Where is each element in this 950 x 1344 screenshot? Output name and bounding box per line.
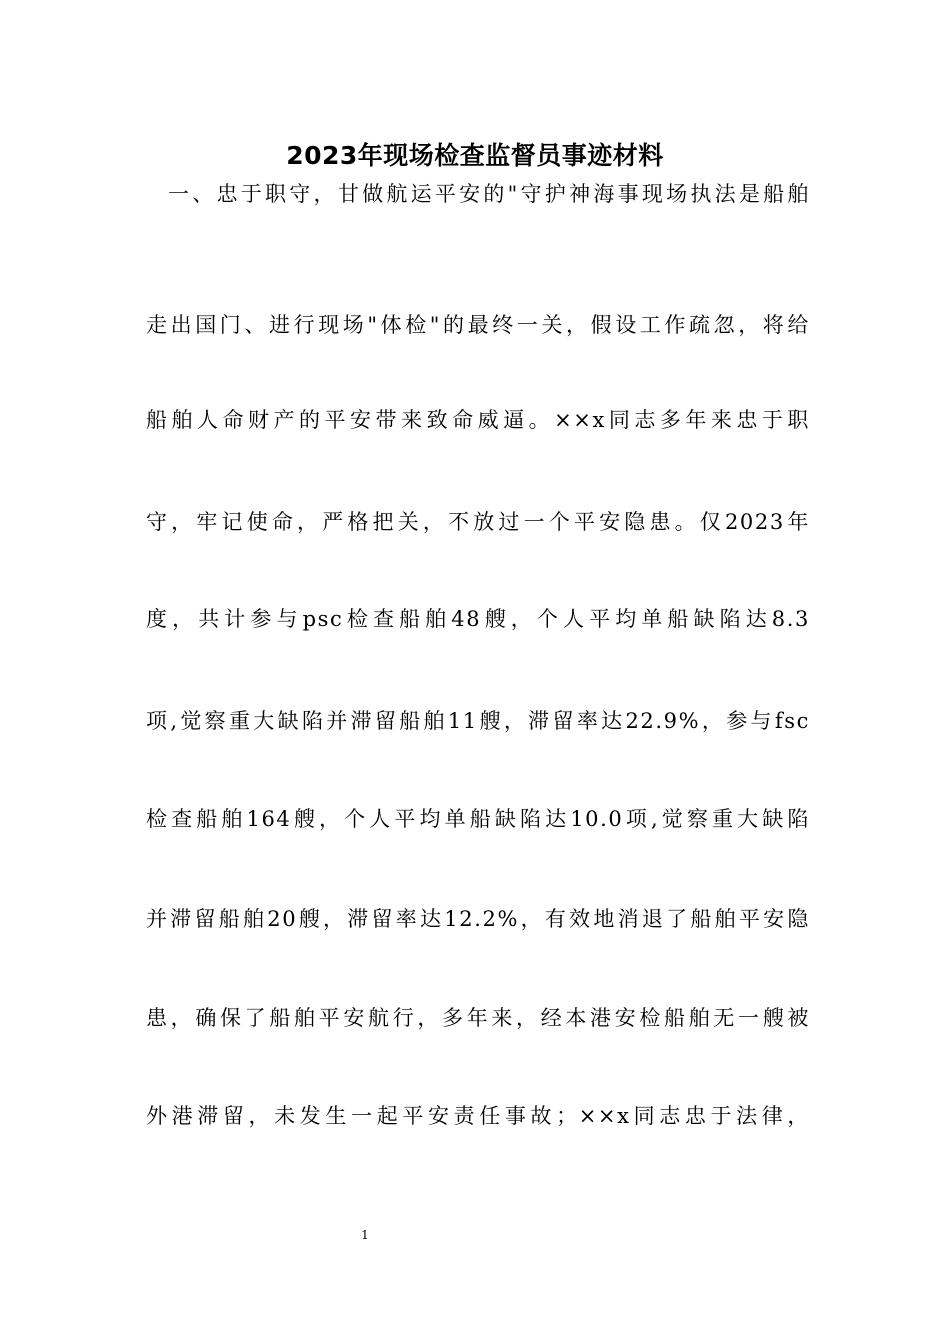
paragraph-line-3: 船舶人命财产的平安带来致命威逼。××x同志多年来忠于职 (146, 408, 810, 432)
paragraph-line-1: 一、忠于职守，甘做航运平安的"守护神海事现场执法是船舶 (168, 182, 810, 206)
paragraph-line-4: 守，牢记使命，严格把关，不放过一个平安隐患。仅2023年 (146, 510, 810, 534)
paragraph-line-5: 度，共计参与psc检查船舶48艘，个人平均单船缺陷达8.3 (146, 607, 810, 631)
document-title: 2023年现场检查监督员事迹材料 (286, 141, 664, 170)
paragraph-line-9: 患，确保了船舶平安航行，多年来，经本港安检船舶无一艘被 (146, 1006, 810, 1030)
paragraph-line-6: 项,觉察重大缺陷并滞留船舶11艘，滞留率达22.9%，参与fsc (146, 709, 810, 733)
paragraph-line-8: 并滞留船舶20艘，滞留率达12.2%，有效地消退了船舶平安隐 (146, 907, 810, 931)
paragraph-line-2: 走出国门、进行现场"体检"的最终一关，假设工作疏忽，将给 (146, 313, 810, 337)
page-number: 1 (361, 1228, 369, 1242)
paragraph-line-7: 检查船舶164艘，个人平均单船缺陷达10.0项,觉察重大缺陷 (146, 807, 810, 831)
paragraph-line-10: 外港滞留，未发生一起平安责任事故；××x同志忠于法律， (146, 1104, 810, 1128)
